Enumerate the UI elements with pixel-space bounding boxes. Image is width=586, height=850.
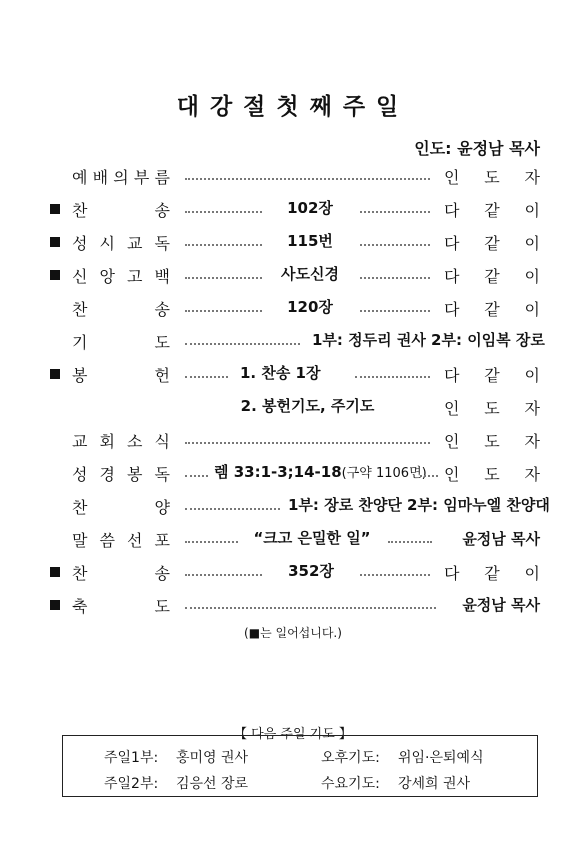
- standing-marker-icon: [50, 567, 60, 577]
- dotted-leader: [185, 607, 436, 609]
- order-item-label: [72, 198, 170, 221]
- prayer-value: 강세희 권사: [398, 776, 471, 792]
- order-item-responder-text: 자: [524, 432, 540, 451]
- standing-marker-icon: [50, 369, 60, 379]
- standing-marker-icon: [50, 204, 60, 214]
- order-item-content: [280, 296, 340, 317]
- order-item-responder: [444, 297, 540, 320]
- order-item-label-char: 찬: [72, 201, 88, 220]
- dotted-leader: [185, 310, 262, 312]
- order-item-responder-text: 다: [444, 366, 460, 385]
- order-item-responder-text: 이: [524, 267, 540, 286]
- order-item-responder-text: 인: [444, 432, 460, 451]
- order-item-detail: 1. 찬송 1장: [240, 364, 321, 382]
- order-item-content: [248, 527, 376, 548]
- prayer-label: 주일1부:: [104, 750, 159, 766]
- order-item-label-char: 고: [127, 267, 143, 286]
- order-item-responder-text: 자: [524, 399, 540, 418]
- next-week-heading: 【 다음 주일 기도 】: [224, 727, 362, 742]
- order-item-label-char: 성: [72, 234, 88, 253]
- order-item-label-char: 봉: [72, 366, 88, 385]
- order-item-label-char: 말: [72, 531, 88, 550]
- order-item-responder-text: 이: [524, 201, 540, 220]
- order-row: [0, 294, 586, 324]
- order-item-responder: [444, 462, 540, 485]
- order-item-responder-text: 인: [444, 168, 460, 187]
- order-item-label-char: 도: [154, 597, 170, 616]
- order-item-label-char: 름: [154, 168, 170, 187]
- order-item-label-char: 독: [154, 465, 170, 484]
- order-item-responder-text: 인: [444, 465, 460, 484]
- order-item-label-char: 찬: [72, 564, 88, 583]
- order-item-label-char: 기: [72, 333, 88, 352]
- order-item-detail: 사도신경: [281, 265, 339, 283]
- dotted-leader: [185, 376, 228, 378]
- order-item-responder-text: 도: [484, 432, 500, 451]
- order-row: [0, 360, 586, 390]
- order-item-label-char: 배: [92, 168, 109, 187]
- order-item-detail: 115번: [287, 232, 333, 250]
- order-item-detail: 렘 33:1-3;14-18: [214, 463, 342, 481]
- order-item-detail: 1부: 장로 찬양단 2부: 임마누엘 찬양대: [288, 496, 550, 514]
- order-item-label-char: 씀: [99, 531, 115, 550]
- order-item-content: [280, 230, 340, 251]
- order-item-responder-text: 인: [444, 399, 460, 418]
- order-item-responder: [444, 363, 540, 386]
- order-item-responder: [444, 429, 540, 452]
- dotted-leader: [185, 277, 262, 279]
- order-item-label: [72, 297, 170, 320]
- order-item-label: [72, 330, 170, 353]
- order-row: [0, 393, 586, 423]
- order-item-label-char: 부: [133, 168, 150, 187]
- order-item-responder-text: 같: [484, 564, 500, 583]
- dotted-leader: [185, 541, 238, 543]
- order-item-responder-text: 이: [524, 564, 540, 583]
- prayer-value: 위임·은퇴예식: [398, 750, 484, 766]
- order-item-label: [72, 594, 170, 617]
- dotted-leader: [185, 574, 262, 576]
- order-item-label: [72, 495, 170, 518]
- order-item-reference: (구약 1106면): [341, 466, 427, 481]
- dotted-leader: [185, 475, 208, 477]
- order-row: [0, 459, 586, 489]
- order-item-responder: [444, 528, 540, 549]
- order-item-detail: “크고 은밀한 일”: [253, 529, 371, 547]
- order-item-detail: 2. 봉헌기도, 주기도: [240, 397, 375, 415]
- order-item-responder-text: 이: [524, 234, 540, 253]
- order-item-label-char: 헌: [154, 366, 170, 385]
- order-item-responder: [444, 264, 540, 287]
- prayer-value: 홍미영 권사: [176, 750, 249, 766]
- order-item-responder-text: 다: [444, 300, 460, 319]
- order-row: [0, 327, 586, 357]
- dotted-leader: [360, 574, 430, 576]
- prayer-label: 주일2부:: [104, 776, 159, 792]
- prayer-label: 오후기도:: [321, 750, 380, 766]
- order-item-detail: 102장: [287, 199, 333, 217]
- order-item-responder-text: 도: [484, 399, 500, 418]
- order-item-responder-text: 윤정남 목사: [462, 530, 540, 548]
- order-item-content: [280, 197, 340, 218]
- order-item-label-char: 소: [127, 432, 143, 451]
- order-item-content: [214, 461, 427, 482]
- order-item-label-char: 찬: [72, 498, 88, 517]
- dotted-leader: [360, 310, 430, 312]
- order-item-label-char: 송: [154, 201, 170, 220]
- order-item-responder-text: 이: [524, 366, 540, 385]
- order-item-label-char: 예: [72, 168, 88, 187]
- order-item-content: [240, 395, 375, 416]
- order-item-responder-text: 자: [524, 465, 540, 484]
- dotted-leader: [185, 343, 300, 345]
- order-item-label-char: 도: [154, 333, 170, 352]
- order-row: [0, 261, 586, 291]
- order-item-responder-text: 도: [484, 465, 500, 484]
- order-item-label-char: 송: [154, 564, 170, 583]
- order-item-label: [72, 429, 170, 452]
- order-item-label-char: 앙: [99, 267, 115, 286]
- order-item-label: [72, 462, 170, 485]
- order-item-responder-text: 자: [524, 168, 540, 187]
- order-item-responder-text: 같: [484, 267, 500, 286]
- order-item-content: [288, 494, 550, 515]
- order-item-responder: [444, 231, 540, 254]
- dotted-leader: [185, 442, 430, 444]
- order-item-responder-text: 같: [484, 300, 500, 319]
- order-item-label-char: 교: [127, 234, 143, 253]
- standing-marker-icon: [50, 600, 60, 610]
- order-row: [0, 591, 586, 621]
- order-item-label-char: 양: [154, 498, 170, 517]
- order-item-responder-text: 이: [524, 300, 540, 319]
- order-item-label: [72, 264, 170, 287]
- order-row: [0, 162, 586, 192]
- order-item-label: [72, 363, 170, 386]
- order-item-responder-text: 도: [484, 168, 500, 187]
- dotted-leader: [185, 178, 430, 180]
- order-item-label-char: 교: [72, 432, 88, 451]
- order-item-label-char: 포: [154, 531, 170, 550]
- order-item-label: [72, 231, 170, 254]
- dotted-leader: [420, 475, 438, 477]
- dotted-leader: [185, 508, 280, 510]
- order-item-detail: 120장: [287, 298, 333, 316]
- order-item-responder-text: 같: [484, 201, 500, 220]
- order-row: [0, 558, 586, 588]
- order-item-label-char: 경: [99, 465, 115, 484]
- order-item-label-char: 시: [99, 234, 115, 253]
- standing-note: (■는 일어섭니다.): [244, 626, 342, 640]
- order-item-label: [72, 165, 170, 188]
- order-item-responder: [444, 396, 540, 419]
- order-item-label-char: 선: [127, 531, 143, 550]
- order-item-responder: [444, 594, 540, 615]
- dotted-leader: [355, 376, 430, 378]
- prayer-value: 김응선 장로: [176, 776, 249, 792]
- order-item-responder-text: 다: [444, 564, 460, 583]
- order-item-detail: 352장: [288, 562, 334, 580]
- order-item-label-char: 백: [154, 267, 170, 286]
- order-item-label-char: 회: [99, 432, 115, 451]
- service-leader: 인도: 윤정남 목사: [414, 139, 540, 158]
- order-item-content: [286, 560, 336, 581]
- dotted-leader: [360, 211, 430, 213]
- order-item-content: [312, 329, 545, 350]
- dotted-leader: [185, 211, 262, 213]
- order-item-responder-text: 같: [484, 234, 500, 253]
- order-row: [0, 426, 586, 456]
- order-item-content: [275, 263, 345, 284]
- dotted-leader: [388, 541, 432, 543]
- order-item-label-char: 독: [154, 234, 170, 253]
- order-item-content: [240, 362, 320, 383]
- dotted-leader: [185, 244, 262, 246]
- order-item-responder: [444, 561, 540, 584]
- order-row: [0, 525, 586, 555]
- order-item-responder-text: 다: [444, 201, 460, 220]
- order-item-detail: 1부: 정두리 권사 2부: 이임복 장로: [312, 331, 545, 349]
- order-item-responder: [444, 165, 540, 188]
- order-item-label-char: 찬: [72, 300, 88, 319]
- standing-marker-icon: [50, 237, 60, 247]
- order-item-responder-text: 같: [484, 366, 500, 385]
- order-item-responder-text: 다: [444, 234, 460, 253]
- order-item-responder-text: 윤정남 목사: [462, 596, 540, 614]
- order-item-label-char: 식: [154, 432, 170, 451]
- order-item-responder: [444, 198, 540, 221]
- order-row: [0, 195, 586, 225]
- standing-marker-icon: [50, 270, 60, 280]
- order-item-label-char: 성: [72, 465, 88, 484]
- dotted-leader: [360, 277, 430, 279]
- order-item-label-char: 송: [154, 300, 170, 319]
- order-item-label-char: 의: [113, 168, 129, 187]
- order-item-label: [72, 528, 170, 551]
- dotted-leader: [360, 244, 430, 246]
- order-item-label-char: 축: [72, 597, 88, 616]
- prayer-label: 수요기도:: [321, 776, 380, 792]
- order-item-label-char: 봉: [127, 465, 143, 484]
- order-item-label: [72, 561, 170, 584]
- order-row: [0, 228, 586, 258]
- page-title: 대강절첫째주일: [176, 94, 410, 120]
- order-item-label-char: 신: [72, 267, 88, 286]
- order-item-responder-text: 다: [444, 267, 460, 286]
- order-row: [0, 492, 586, 522]
